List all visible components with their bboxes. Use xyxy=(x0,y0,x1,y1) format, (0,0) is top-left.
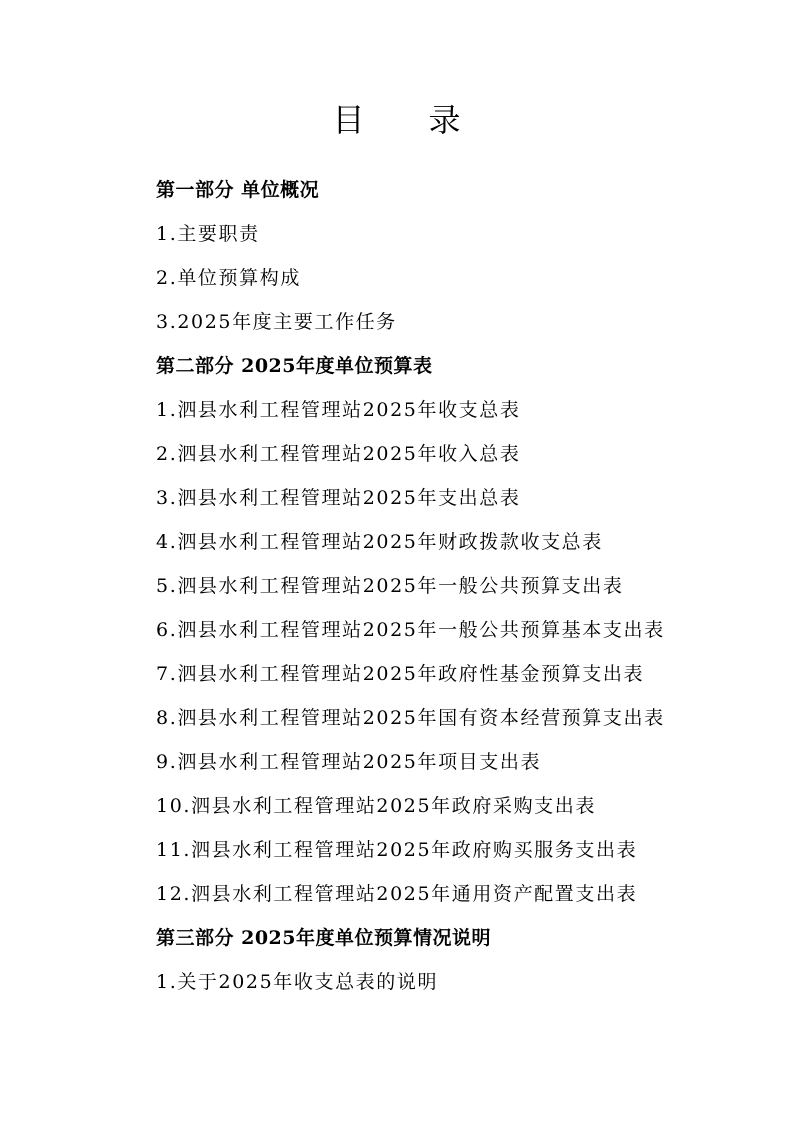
toc-item: 1.关于2025年收支总表的说明 xyxy=(156,971,439,993)
toc-section-1: 第一部分 单位概况 xyxy=(156,179,320,201)
toc-item: 2.泗县水利工程管理站2025年收入总表 xyxy=(156,443,521,465)
toc-item: 3.泗县水利工程管理站2025年支出总表 xyxy=(156,487,521,509)
table-of-contents xyxy=(156,168,776,1004)
toc-item: 7.泗县水利工程管理站2025年政府性基金预算支出表 xyxy=(156,663,645,685)
toc-item: 5.泗县水利工程管理站2025年一般公共预算支出表 xyxy=(156,575,624,597)
toc-item: 10.泗县水利工程管理站2025年政府采购支出表 xyxy=(156,795,596,817)
toc-item: 8.泗县水利工程管理站2025年国有资本经营预算支出表 xyxy=(156,707,665,729)
toc-item: 1.泗县水利工程管理站2025年收支总表 xyxy=(156,399,521,421)
toc-item: 2.单位预算构成 xyxy=(156,267,301,289)
toc-item: 3.2025年度主要工作任务 xyxy=(156,311,397,333)
toc-section-3: 第三部分 2025年度单位预算情况说明 xyxy=(156,927,491,949)
toc-item: 1.主要职责 xyxy=(156,223,260,245)
toc-item: 11.泗县水利工程管理站2025年政府购买服务支出表 xyxy=(156,839,638,861)
toc-item: 6.泗县水利工程管理站2025年一般公共预算基本支出表 xyxy=(156,619,665,641)
page-title xyxy=(0,98,793,142)
title-char-1: 目 xyxy=(332,101,365,139)
toc-section-2: 第二部分 2025年度单位预算表 xyxy=(156,355,433,377)
toc-item: 4.泗县水利工程管理站2025年财政拨款收支总表 xyxy=(156,531,603,553)
title-char-2: 录 xyxy=(428,101,461,139)
toc-item: 9.泗县水利工程管理站2025年项目支出表 xyxy=(156,751,542,773)
toc-item: 12.泗县水利工程管理站2025年通用资产配置支出表 xyxy=(156,883,638,905)
